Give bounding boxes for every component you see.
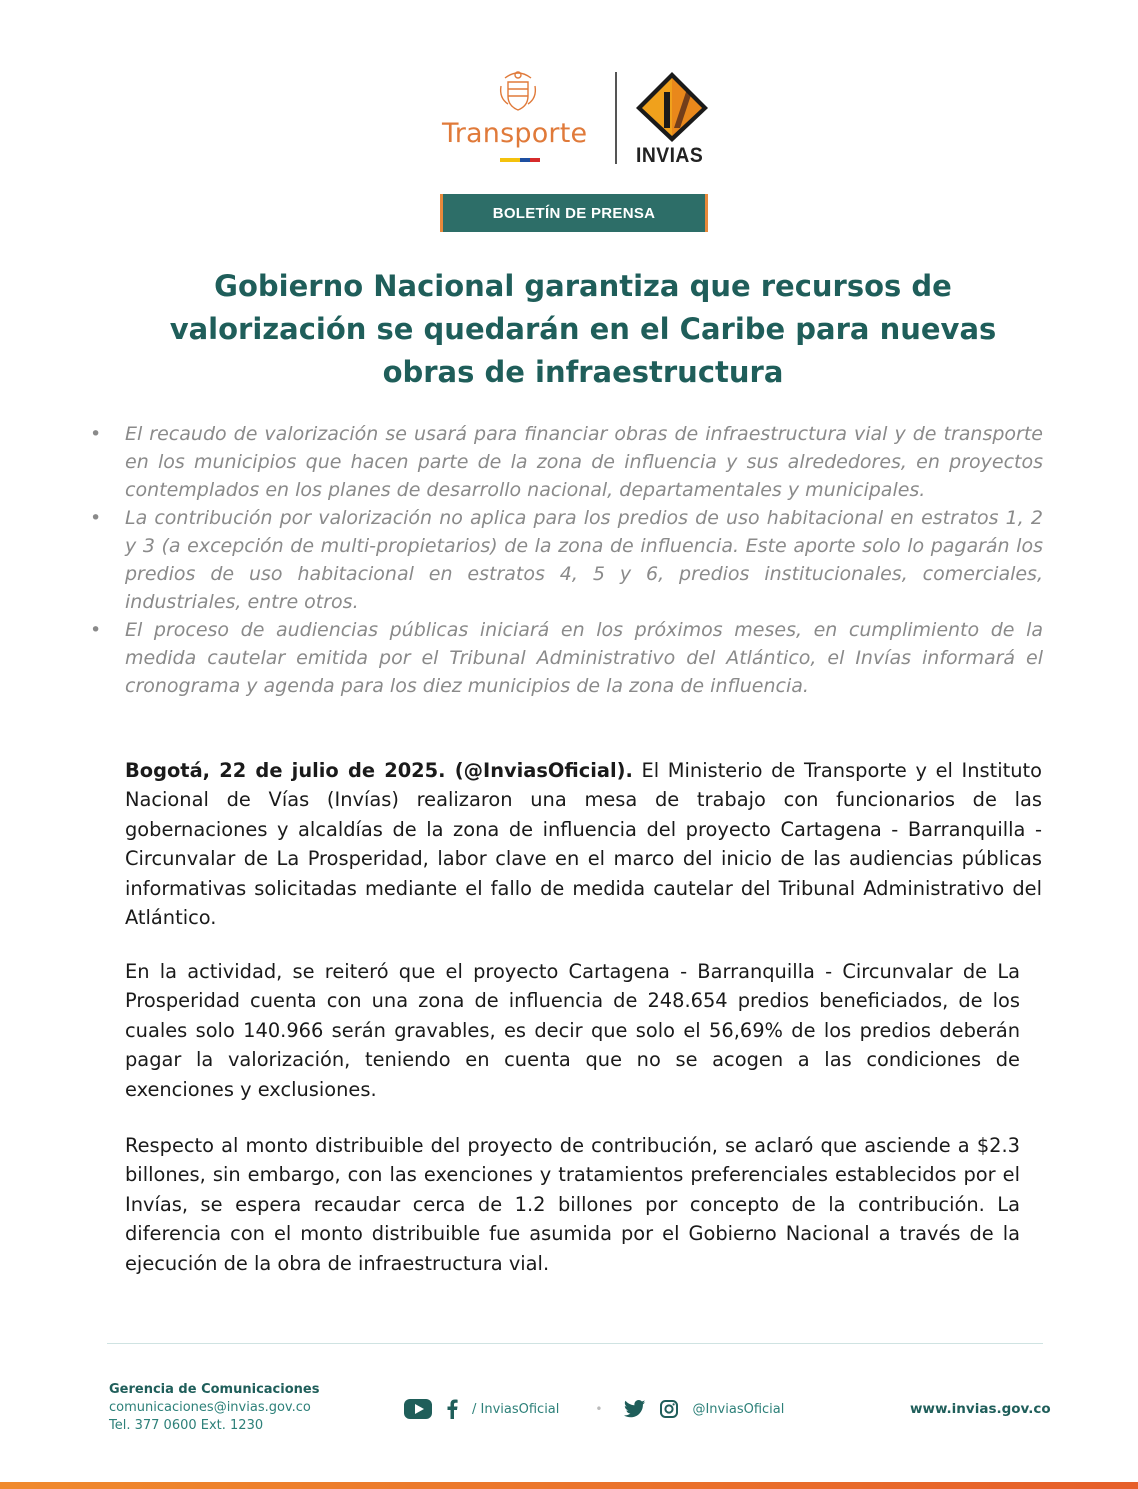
invias-logo	[632, 70, 712, 170]
list-item	[88, 616, 1043, 700]
body-paragraph-3: Respecto al monto distribuible del proyecto de contribución, se aclaró que asciende a $2.3 billones, sin embargo, con las exenciones y tratamientos preferenciales establecidos por el Invías, se espera recaudar cerca de 1.2 billones por concepto de la contribución. La diferencia con el monto distribuible fue asumida por el Gobierno Nacional a través de la ejecución de la obra de infraestructura vial.	[125, 1134, 1020, 1275]
summary-bullets	[88, 420, 1043, 700]
youtube-icon[interactable]	[404, 1399, 432, 1419]
footer-department: Gerencia de Comunicaciones	[109, 1382, 320, 1397]
bullet-text: El recaudo de valorización se usará para financiar obras de infraestructura vial y de transporte en los municipios que hacen parte de la zona de influencia y sus alrededores, en proyectos contemplados en los planes de desarrollo nacional, departamentales y municipales.	[125, 423, 1043, 501]
instagram-icon[interactable]	[660, 1400, 678, 1418]
facebook-handle[interactable]: / InviasOficial	[472, 1401, 560, 1417]
footer-email[interactable]: comunicaciones@invias.gov.co	[109, 1400, 311, 1415]
list-item	[88, 504, 1043, 616]
body-paragraph-1	[125, 756, 1042, 932]
dateline: Bogotá, 22 de julio de 2025. (@InviasOficial).	[125, 759, 633, 782]
bullet-dot: •	[90, 423, 102, 445]
twitter-icon[interactable]	[624, 1400, 646, 1418]
facebook-icon[interactable]	[446, 1399, 458, 1419]
ministry-logo-text: Transporte	[442, 118, 588, 149]
header-logos	[0, 66, 1138, 171]
footer-website[interactable]: www.invias.gov.co	[910, 1401, 1051, 1417]
flag-stripe	[500, 158, 540, 162]
footer-contact	[109, 1381, 319, 1435]
logo-divider	[615, 72, 617, 164]
social-separator: •	[595, 1402, 603, 1416]
footer-divider	[107, 1343, 1043, 1344]
bullet-text: El proceso de audiencias públicas iniciará en los próximos meses, en cumplimiento de la medida cautelar emitida por el Tribunal Administrativo del Atlántico, el Invías informará el cronograma y agenda para los diez municipios de la zona de influencia.	[125, 619, 1043, 697]
bottom-accent-bar	[0, 1482, 1138, 1489]
ministry-logo	[440, 66, 600, 166]
bullet-dot: •	[90, 619, 102, 641]
bullet-dot: •	[90, 507, 102, 529]
list-item	[88, 420, 1043, 504]
bullet-text: La contribución por valorización no aplica para los predios de uso habitacional en estratos 1, 2 y 3 (a excepción de multi-propietarios) de la zona de influencia. Este aporte solo lo pagarán los predios de uso habitacional en estratos 4, 5 y 6, predios institucionales, comerciales, industriales, entre otros.	[125, 507, 1043, 613]
twitter-instagram-handle[interactable]: @InviasOficial	[692, 1401, 785, 1417]
body-paragraph-1-text: El Ministerio de Transporte y el Instituto Nacional de Vías (Invías) realizaron una mesa de trabajo con funcionarios de las gobernaciones y alcaldías de la zona de influencia del proyecto Cartagena - Barranquilla - Circunvalar de La Prosperidad, labor clave en el marco del inicio de las audiencias públicas informativas solicitadas mediante el fallo de medida cautelar del Tribunal Administrativo del Atlántico.	[125, 759, 1042, 930]
footer-social	[404, 1396, 784, 1422]
invias-diamond-icon	[634, 70, 710, 142]
invias-logo-text: INVIAS	[636, 144, 704, 167]
body-paragraph-2: En la actividad, se reiteró que el proyecto Cartagena - Barranquilla - Circunvalar de La Prosperidad cuenta con una zona de influencia de 248.654 predios beneficiados, de los cuales solo 140.966 serán gravables, es decir que solo el 56,69% de los predios deberán pagar la valorización, teniendo en cuenta que no se acogen a las condiciones de exenciones y exclusiones.	[125, 960, 1020, 1101]
footer-phone: Tel. 377 0600 Ext. 1230	[109, 1418, 264, 1433]
coat-of-arms-icon	[497, 68, 539, 114]
page-title: Gobierno Nacional garantiza que recursos de valorización se quedarán en el Caribe para nuevas obras de infraestructura	[169, 269, 997, 389]
press-release-badge: BOLETÍN DE PRENSA	[440, 194, 708, 232]
